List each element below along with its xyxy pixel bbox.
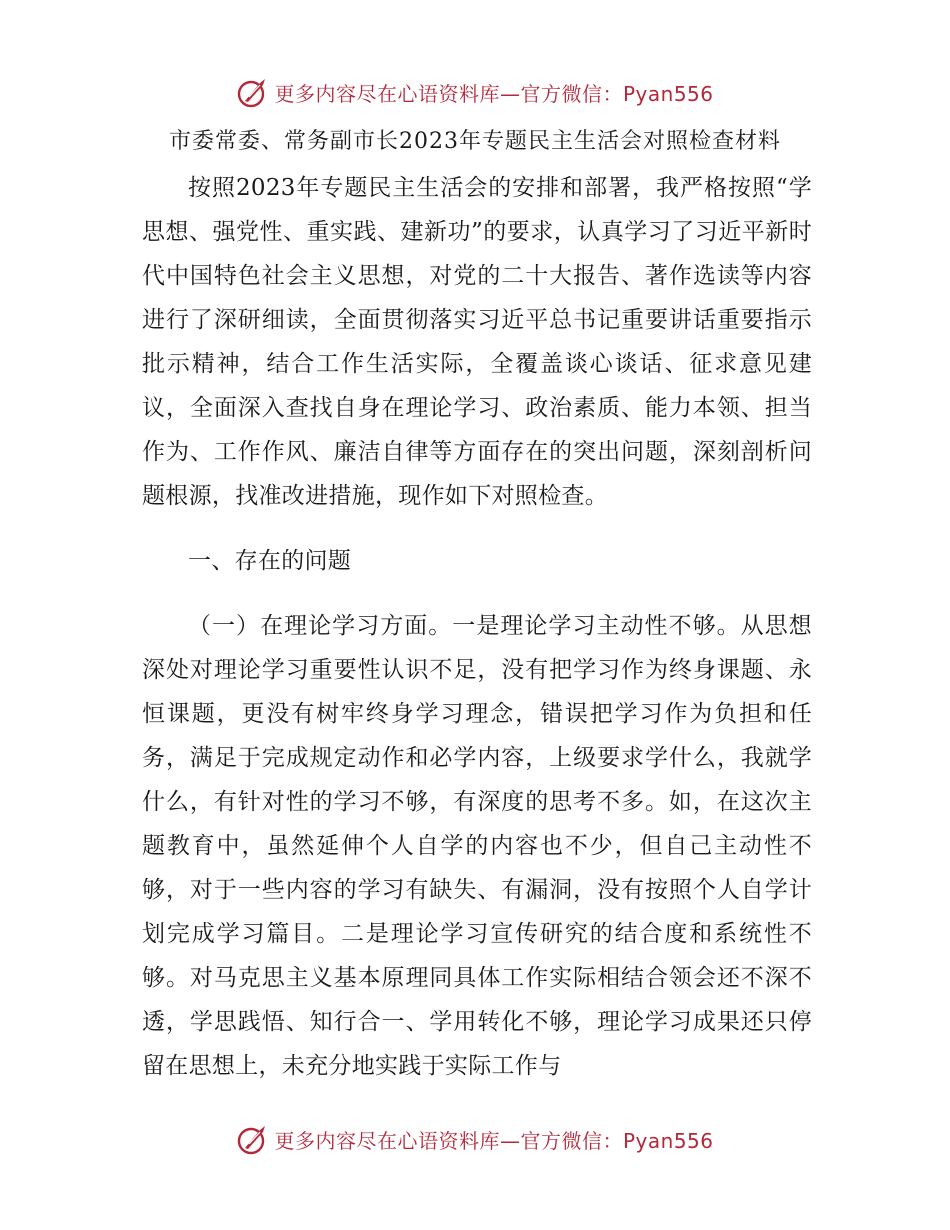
banner-text: 更多内容尽在心语资料库—官方微信：Pyan556	[274, 81, 714, 106]
paragraph-theory-study: （一）在理论学习方面。一是理论学习主动性不够。从思想深处对理论学习重要性认识不足，没有把学习作为终身课题、永恒课题，更没有树牢终身学习理念，错误把学习作为负担和任务，满足于完成规定动作和必学内容，上级要求学什么，我就学什么，有针对性的学习不够，有深度的思考不多。如，在这次主题教育中，虽然延伸个人自学的内容也不少，但自己主动性不够，对于一些内容的学习有缺失、有漏洞，没有按照个人自学计划完成学习篇目。二是理论学习宣传研究的结合度和系统性不够。对马克思主义基本原理同具体工作实际相结合领会还不深不透，学思践悟、知行合一、学用转化不够，理论学习成果还只停留在思想上，未充分地实践于实际工作与	[142, 613, 812, 1079]
paragraph-intro: 按照2023年专题民主生活会的安排和部署，我严格按照“学思想、强党性、重实践、建新功”的要求，认真学习了习近平新时代中国特色社会主义思想，对党的二十大报告、著作选读等内容进行了深研细读，全面贯彻落实习近平总书记重要讲话重要指示批示精神，结合工作生活实际，全覆盖谈心谈话、征求意见建议，全面深入查找自身在理论学习、政治素质、能力本领、担当作为、工作作风、廉洁自律等方面存在的突出问题，深刻剖析问题根源，找准改进措施，现作如下对照检查。	[142, 175, 812, 509]
section-heading: 一、存在的问题	[188, 548, 352, 574]
quill-logo-icon	[236, 75, 270, 109]
header-banner	[0, 72, 950, 112]
document-body	[142, 166, 812, 1088]
banner-text: 更多内容尽在心语资料库—官方微信：Pyan556	[274, 1128, 714, 1153]
wechat-id: Pyan556	[622, 81, 714, 106]
wechat-id: Pyan556	[622, 1128, 714, 1153]
quill-logo-icon	[236, 1122, 270, 1156]
document-title: 市委常委、常务副市长2023年专题民主生活会对照检查材料	[169, 129, 781, 154]
footer-banner	[0, 1119, 950, 1159]
